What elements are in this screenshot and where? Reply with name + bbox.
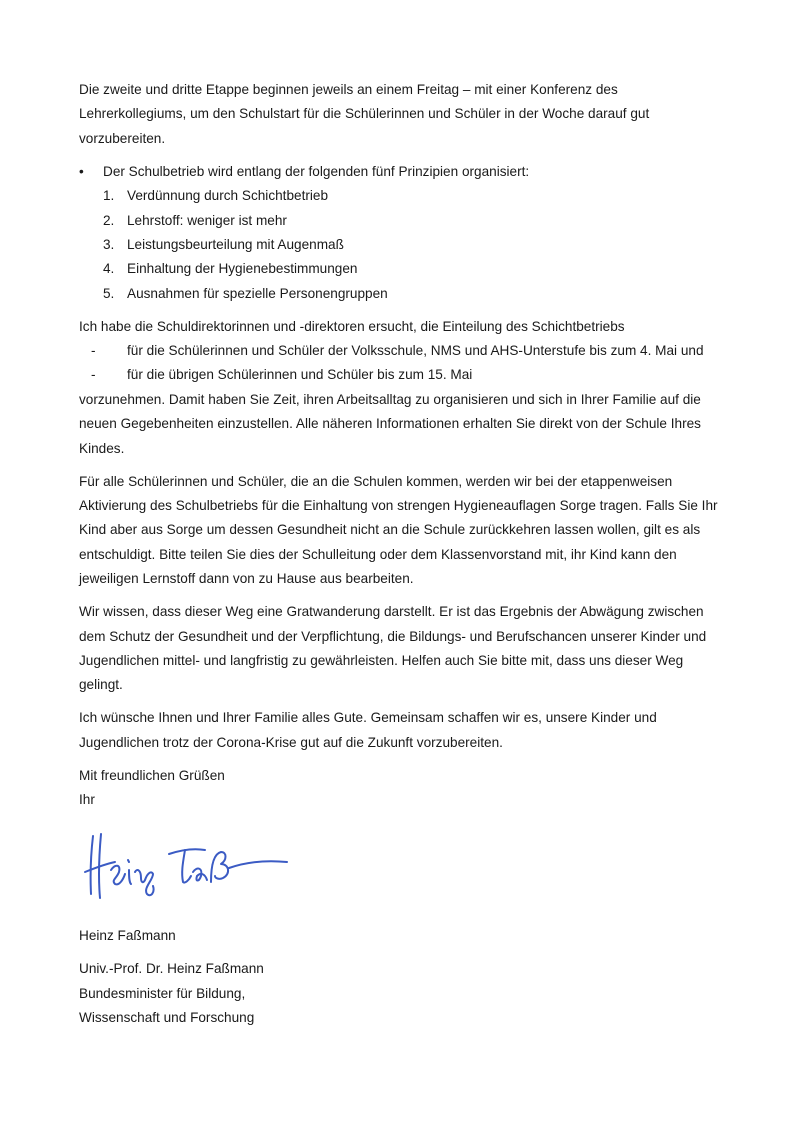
principle-item: 3. Leistungsbeurteilung mit Augenmaß [103,236,344,252]
bullet-icon: • [79,163,84,179]
deadline-item: - für die übrigen Schülerinnen und Schüler bis zum 15. Mai [79,363,719,387]
title-line: Wissenschaft und Forschung [79,1010,255,1026]
principles-bullet [79,160,719,184]
signature-area [79,812,719,924]
principle-item: 2. Lehrstoff: weniger ist mehr [103,212,287,228]
closing-pronoun: Ihr [79,791,95,807]
shift-paragraph [79,315,719,461]
shift-tail: vorzunehmen. Damit haben Sie Zeit, ihren Arbeitsalltag zu organisieren und sich in Ihrer Familie auf die neuen Gegebenheiten einzustellen. Alle näheren Informationen erhalten Sie direkt von der Schule Ihres Kindes. [79,391,701,456]
closing-block [79,764,719,1031]
balance-paragraph: Wir wissen, dass dieser Weg eine Gratwanderung darstellt. Er ist das Ergebnis der Abwägung zwischen dem Schutz der Gesundheit und der Verpflichtung, die Bildungs- und Berufschancen unserer Kinder und Jugendlichen mittel- und langfristig zu gewährleisten. Helfen auch Sie bitte mit, dass uns dieser Weg gelingt. [79,604,707,693]
principles-section [79,160,719,306]
hygiene-paragraph: Für alle Schülerinnen und Schüler, die an die Schulen kommen, werden wir bei der etappenweisen Aktivierung des Schulbetriebs für die Einhaltung von strengen Hygieneauflagen Sorge tragen. Falls Sie Ihr Kind aber aus Sorge um dessen Gesundheit nicht an die Schule zurückkehren lassen wollen, gilt es als entschuldigt. Bitte teilen Sie dies der Schulleitung oder dem Klassenvorstand mit, ihr Kind kann den jeweiligen Lernstoff dann von zu Hause aus bearbeiten. [79,473,718,587]
salutation: Mit freundlichen Grüßen [79,767,225,783]
signature-icon [81,828,291,903]
deadline-item: - für die Schülerinnen und Schüler der Volksschule, NMS und AHS-Unterstufe bis zum 4. Mai und [79,339,719,363]
title-line: Univ.-Prof. Dr. Heinz Faßmann [79,961,264,977]
principle-item: 5. Ausnahmen für spezielle Personengruppen [103,285,388,301]
principle-item: 4. Einhaltung der Hygienebestimmungen [103,261,358,277]
dash-icon: - [91,343,96,359]
wishes-paragraph: Ich wünsche Ihnen und Ihrer Familie alles Gute. Gemeinsam schaffen wir es, unsere Kinder und Jugendlichen trotz der Corona-Krise gut auf die Zukunft vorzubereiten. [79,710,657,750]
signed-name: Heinz Faßmann [79,928,176,944]
principle-item: 1. Verdünnung durch Schichtbetrieb [103,188,329,204]
intro-paragraph: Die zweite und dritte Etappe beginnen jeweils an einem Freitag – mit einer Konferenz des Lehrerkollegiums, um den Schulstart für die Schülerinnen und Schüler in der Woche darauf gut vorzubereiten. [79,82,650,146]
letter-page [79,78,719,1031]
shift-deadlines-list [79,339,719,388]
principles-lead: Der Schulbetrieb wird entlang der folgenden fünf Prinzipien organisiert: [103,163,530,179]
principles-list [79,184,719,306]
title-line: Bundesminister für Bildung, [79,985,246,1001]
shift-lead: Ich habe die Schuldirektorinnen und -direktoren ersucht, die Einteilung des Schichtbetriebs [79,318,625,334]
dash-icon: - [91,367,96,383]
